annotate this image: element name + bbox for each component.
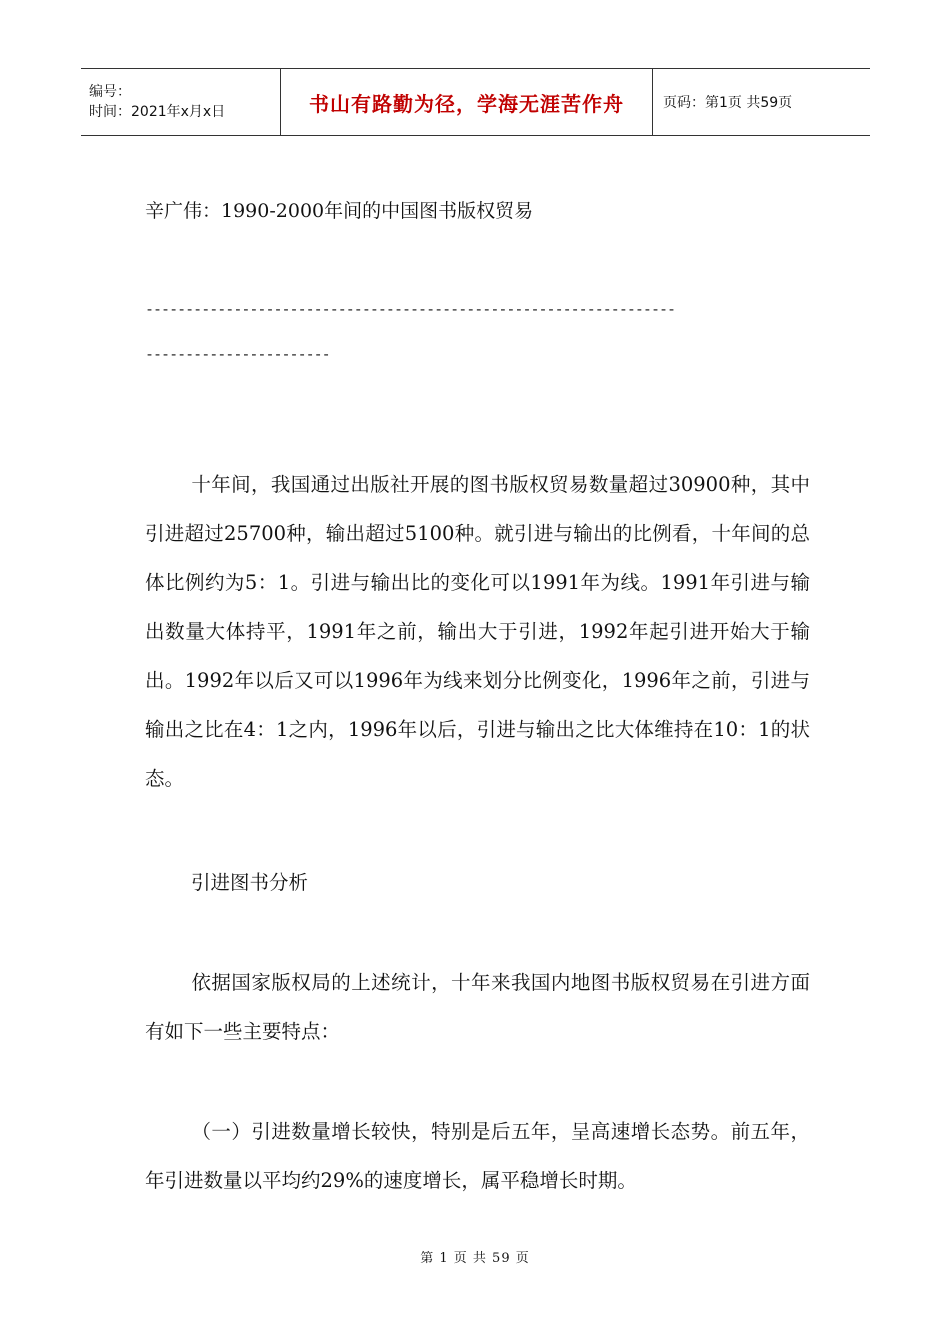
motto-text: 书山有路勤为径，学海无涯苦作舟: [309, 91, 624, 116]
paragraph-features-intro: [145, 958, 810, 1056]
section-heading-import-analysis: [145, 858, 810, 907]
paragraph-overview: [145, 460, 810, 803]
paragraph-feature-1: [145, 1107, 810, 1205]
separator-line-2: -----------------------: [145, 345, 330, 363]
paragraph-text: 依据国家版权局的上述统计，十年来我国内地图书版权贸易在引进方面有如下一些主要特点：: [145, 971, 810, 1043]
page-info: 页码：第1页 共59页: [663, 95, 793, 111]
header-motto-cell: [281, 69, 653, 135]
header-page-cell: [653, 69, 870, 135]
paragraph-text: 十年间，我国通过出版社开展的图书版权贸易数量超过30900种，其中引进超过25700种，输出超过5100种。就引进与输出的比例看，十年间的总体比例约为5：1。引进与输出比的变化可以1991年为线。1991年引进与输出数量大体持平，1991年之前，输出大于引进，1992年起引进开始大于输出。1992年以后又可以1996年为线来划分比例变化，1996年之前，引进与输出之比在4：1之内，1996年以后，引进与输出之比大体维持在10：1的状态。: [145, 473, 810, 790]
separator-line-1: ------------------------------------------------------------------: [145, 300, 676, 318]
heading-text: 引进图书分析: [191, 871, 309, 894]
time-label: 时间：2021年x月x日: [89, 104, 226, 120]
header-table: [81, 68, 870, 136]
document-title: 辛广伟：1990-2000年间的中国图书版权贸易: [145, 200, 534, 222]
paragraph-text: （一）引进数量增长较快，特别是后五年，呈高速增长态势。前五年，年引进数量以平均约29%的速度增长，属平稳增长时期。: [145, 1120, 810, 1192]
page-footer: 第 1 页 共 59 页: [420, 1251, 530, 1266]
header-meta-cell: [81, 69, 281, 135]
number-label: 编号：: [89, 84, 131, 100]
